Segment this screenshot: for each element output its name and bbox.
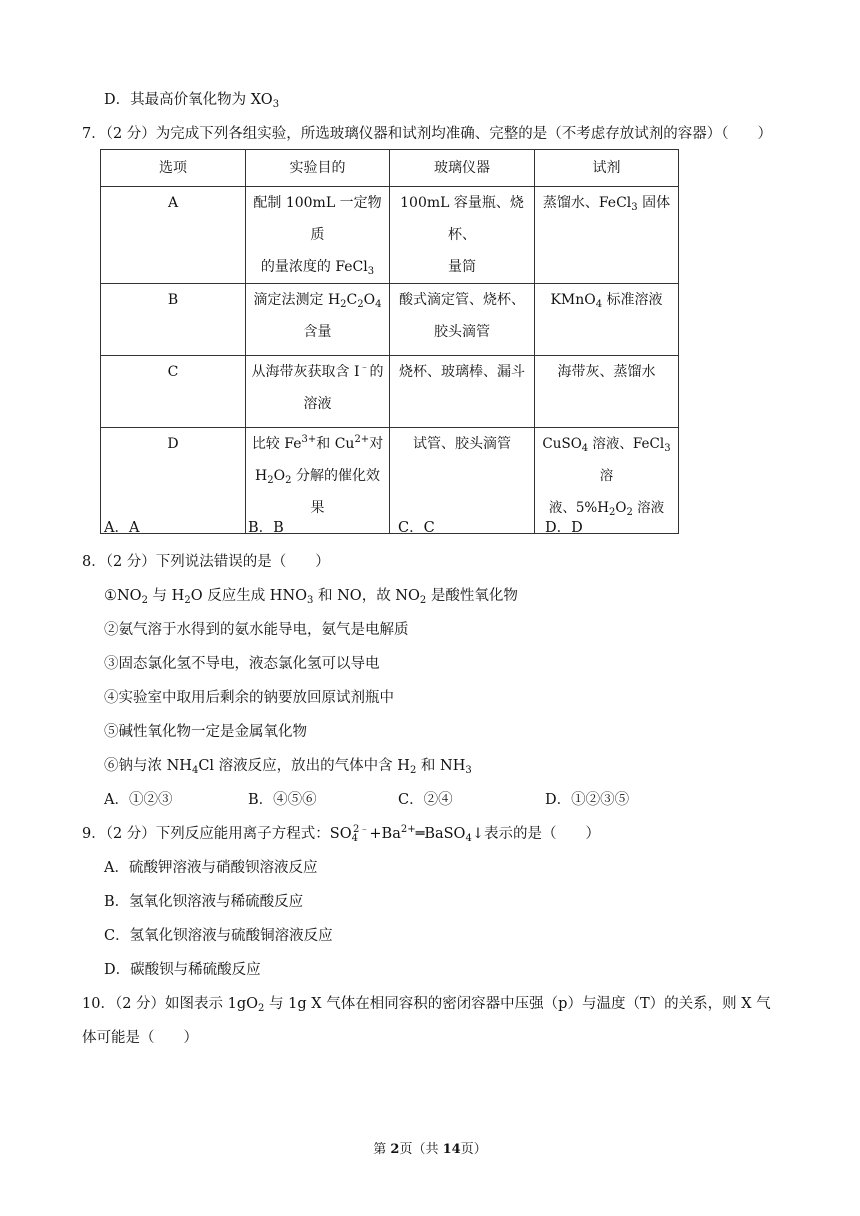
t: 标准溶液 — [602, 292, 663, 308]
t: 溶液 — [303, 396, 332, 412]
sub: 4 — [191, 765, 199, 776]
q8-statement-6 — [104, 756, 472, 776]
t: Cl 溶液反应，放出的气体中含 H — [198, 758, 410, 774]
sub: 4 — [375, 299, 382, 310]
q6-option-d-text: D．其最高价氧化物为 XO — [104, 92, 273, 108]
sub: 4 — [595, 299, 603, 310]
t: KMnO — [550, 292, 596, 308]
t: 对 — [369, 436, 384, 452]
t: 溶液 — [632, 500, 665, 516]
t: 和 Cu — [316, 436, 355, 452]
t: +Ba — [369, 826, 401, 842]
row-c-purpose — [246, 356, 390, 428]
t: ⑥钠与浓 NH — [104, 758, 192, 774]
t: ①NO — [104, 588, 142, 604]
q7-row-d — [101, 428, 679, 534]
row-a-purpose-1: 配制 100mL 一定物质 — [253, 195, 382, 243]
row-c-glassware: 烧杯、玻璃棒、漏斗 — [390, 356, 535, 428]
t: 与 1g X 气体在相同容积的密闭容器中压强（p）与温度（T）的关系，则 X 气 — [264, 996, 771, 1012]
t: 滴定法测定 H — [253, 292, 341, 308]
t: 和 NO，故 NO — [313, 588, 420, 604]
sub: 4 — [581, 443, 589, 454]
t: 与 H — [147, 588, 185, 604]
t: CuSO — [542, 436, 582, 452]
sub: 2 — [141, 595, 148, 606]
t: 页（共 — [399, 1142, 443, 1157]
t: 分解的催化效 — [291, 468, 380, 484]
sub: 2 — [357, 299, 364, 310]
t: 比较 Fe — [251, 436, 302, 452]
row-a-glassware-2: 量筒 — [448, 259, 476, 275]
sub: 2 — [184, 595, 191, 606]
sub: 3 — [631, 202, 638, 213]
t: 9．（2 分）下列反应能用离子方程式：SO — [82, 826, 352, 842]
t: 液、5%H — [548, 500, 610, 516]
q8-statement-5: ⑤碱性氧化物一定是金属氧化物 — [104, 724, 307, 740]
header-glassware: 玻璃仪器 — [390, 150, 535, 187]
sub: 2 — [626, 507, 633, 518]
page-total: 14 — [442, 1142, 461, 1157]
t: C — [346, 292, 358, 308]
header-option: 选项 — [101, 150, 246, 187]
sub: 2 — [267, 475, 274, 486]
sub: 4 — [465, 833, 472, 844]
q7-option-b: B．B — [248, 520, 284, 536]
q7-option-a: A．A — [104, 520, 140, 536]
sub: 3 — [465, 765, 472, 776]
q9-option-c: C．氢氧化钡溶液与硫酸铜溶液反应 — [104, 928, 333, 944]
t: 10．（2 分）如图表示 1gO — [82, 996, 259, 1012]
sup: 2+ — [354, 434, 370, 445]
row-a-glassware — [390, 187, 535, 284]
row-a-option: A — [101, 187, 246, 284]
t: 是酸性氧化物 — [426, 588, 518, 604]
t: 酸式滴定管、烧杯、 — [399, 292, 525, 308]
sub: 2 — [340, 299, 347, 310]
t: O 反应生成 HNO — [190, 588, 308, 604]
sub: 2 — [258, 1003, 265, 1014]
q8-stem: 8．（2 分）下列说法错误的是（ ） — [82, 554, 330, 570]
q9-stem — [82, 824, 600, 844]
t: O — [615, 500, 627, 516]
sup: 2+ — [400, 824, 416, 835]
row-d-option: D — [101, 428, 246, 534]
t: O — [363, 292, 376, 308]
row-c-option: C — [101, 356, 246, 428]
t: 从海带灰获取含 I — [251, 364, 360, 380]
row-c-reagent: 海带灰、蒸馏水 — [535, 356, 679, 428]
t: 第 — [373, 1142, 391, 1157]
sup: 3+ — [301, 434, 317, 445]
row-b-glassware — [390, 284, 535, 356]
q8-statement-3: ③固态氯化氢不导电，液态氯化氢可以导电 — [104, 656, 380, 672]
row-b-option: B — [101, 284, 246, 356]
t: ═BaSO — [415, 826, 466, 842]
q8-statement-4: ④实验室中取用后剩余的钠要放回原试剂瓶中 — [104, 690, 394, 706]
t: H — [255, 468, 268, 484]
row-a-reagent-1e: 固体 — [637, 195, 671, 211]
sub: 2 — [409, 765, 417, 776]
t: 溶液、FeCl — [588, 436, 665, 452]
q8-option-c: C．②④ — [398, 792, 453, 808]
row-a-purpose-2: 的量浓度的 FeCl — [260, 259, 368, 275]
row-a-glassware-1: 100mL 容量瓶、烧杯、 — [400, 195, 524, 243]
q7-table-header — [101, 150, 679, 187]
t: 溶 — [599, 468, 614, 484]
q7-stem: 7．（2 分）为完成下列各组实验，所选玻璃仪器和试剂均准确、完整的是（不考虑存放试剂的容器）（ ） — [82, 126, 773, 142]
row-d-glassware: 试管、胶头滴管 — [390, 428, 535, 534]
sub: 3 — [307, 595, 314, 606]
sup: ﹣ — [359, 362, 370, 373]
sub: 3 — [367, 266, 375, 277]
t: 的 — [369, 364, 384, 380]
q10-stem-line1 — [82, 994, 771, 1014]
t: O — [273, 468, 286, 484]
q8-option-d: D．①②③⑤ — [545, 792, 630, 808]
row-b-purpose — [246, 284, 390, 356]
header-reagent: 试剂 — [535, 150, 679, 187]
q9-option-b: B．氢氧化钡溶液与稀硫酸反应 — [104, 894, 304, 910]
sub: 2 — [609, 507, 616, 518]
sup: 2﹣ — [353, 824, 370, 835]
t: 和 NH — [416, 758, 466, 774]
q7-table — [100, 149, 679, 534]
q7-row-c — [101, 356, 679, 428]
row-a-reagent — [535, 187, 679, 284]
q7-row-b — [101, 284, 679, 356]
q10-stem-line2: 体可能是（ ） — [82, 1030, 198, 1046]
sub: 3 — [272, 99, 280, 110]
q8-statement-1 — [104, 586, 518, 606]
page-number: 2 — [390, 1142, 400, 1157]
sub: 4 — [351, 833, 359, 844]
row-a-purpose — [246, 187, 390, 284]
sub: 2 — [285, 475, 292, 486]
q8-statement-2: ②氨气溶于水得到的氨水能导电，氨气是电解质 — [104, 622, 409, 638]
row-a-reagent-1: 蒸馏水、FeCl — [542, 195, 632, 211]
q6-option-d — [104, 90, 279, 110]
q8-option-a: A．①②③ — [104, 792, 173, 808]
header-purpose: 实验目的 — [246, 150, 390, 187]
q8-option-b: B．④⑤⑥ — [248, 792, 317, 808]
t: 果 — [310, 500, 325, 516]
sub: 2 — [419, 595, 427, 606]
row-b-reagent — [535, 284, 679, 356]
page-footer — [0, 1138, 860, 1157]
q9-option-d: D．碳酸钡与稀硫酸反应 — [104, 962, 261, 978]
sub: 3 — [664, 443, 671, 454]
q7-option-d: D．D — [545, 520, 583, 536]
t: ↓表示的是（ ） — [471, 826, 600, 842]
t: 胶头滴管 — [434, 324, 490, 340]
t: 页） — [460, 1142, 487, 1157]
q7-row-a — [101, 187, 679, 284]
q9-option-a: A．硫酸钾溶液与硝酸钡溶液反应 — [104, 860, 318, 876]
q7-option-c: C．C — [398, 520, 435, 536]
t: 含量 — [303, 324, 332, 340]
